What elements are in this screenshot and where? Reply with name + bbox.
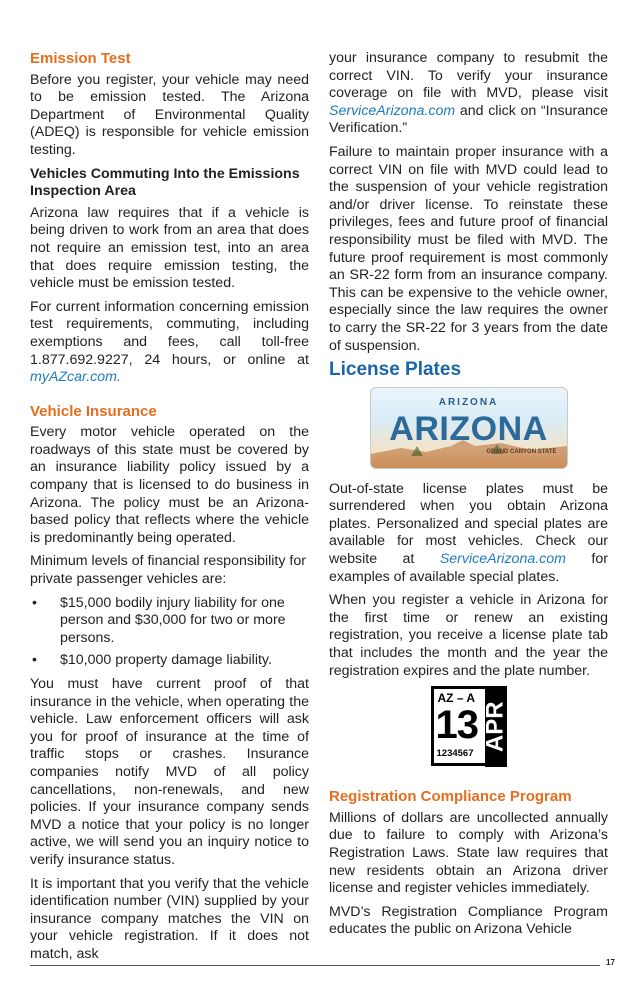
plates-paragraph-1-text-b: for examples of available special plates. (329, 551, 608, 585)
tab-prefix: AZ – A (437, 691, 476, 706)
insurance-continued-text-a: your insurance company to resubmit the correct VIN. To verify your insurance coverage on file with MVD, please visit (329, 50, 608, 102)
insurance-paragraph-1: Every motor vehicle operated on the roadways of this state must be covered by an insurance liability policy issued by a company that is licensed to do business in Arizona. The policy must be an Arizona-based policy that reflects where the vehicle is predominantly being operated. (30, 424, 309, 546)
commuting-heading: Vehicles Commuting Into the Emissions Inspection Area (30, 165, 300, 200)
myazcar-link[interactable]: myAZcar.com. (30, 369, 121, 386)
tab-year: 13 (435, 703, 478, 748)
commuting-paragraph-2 (30, 299, 309, 387)
list-item: • $15,000 bodily injury liability for one person and $30,000 for two or more persons. (30, 595, 309, 648)
insurance-continued-paragraph-2: Failure to maintain proper insurance with a correct VIN on file with MVD could lead to the suspension of your vehicle registration and/or driver license. To reinstate these privileges, fees and future proof of financial responsibility must be filed with MVD. The future proof requirement is most commonly an SR-22 form from an insurance company. This can be expensive to the vehicle owner, especially since the law requires the owner to carry the SR-22 for 3 years from the date of suspension. (329, 143, 608, 354)
insurance-paragraph-3: You must have current proof of that insurance in the vehicle, when operating the vehicle. Law enforcement officers will ask you for proof of insurance at the time of traffic stops or crashes. Insurance companies notify MVD of all policy cancellations, non-renewals, and new policies. If your insurance company sends MVD a notice that your policy is no longer active, we will send you an inquiry notice to verify insurance status. (30, 676, 309, 868)
emission-test-heading: Emission Test (30, 50, 131, 67)
page-number: 17 (606, 958, 615, 967)
vehicle-insurance-heading: Vehicle Insurance (30, 402, 157, 420)
servicearizona-plates-link[interactable]: ServiceArizona.com (439, 551, 566, 568)
commuting-paragraph-1: Arizona law requires that if a vehicle is being driven to work from an area that does not require an emission test, into an area that does require emission testing, the vehicle must be emission tested. (30, 204, 309, 292)
registration-compliance-heading: Registration Compliance Program (329, 788, 572, 806)
right-column (329, 50, 608, 945)
plate-state-top: ARIZONA (438, 396, 499, 408)
plates-paragraph-1 (329, 481, 608, 587)
left-column (30, 50, 309, 970)
insurance-paragraph-4: It is important that you verify that the vehicle identification number (VIN) supplied by your insurance company matches the VIN on your vehicle registration. If it does not match, ask (30, 875, 309, 962)
insurance-bullet-list (30, 595, 309, 670)
arizona-license-plate-image (370, 387, 568, 469)
emission-test-paragraph: Before you register, your vehicle may need to be emission tested. The Arizona Department of Environmental Quality (ADEQ) is responsible for vehicle emission testing. (30, 71, 309, 158)
compliance-paragraph-1: Millions of dollars are uncollected annually due to failure to comply with Arizona’s Registration Laws. State law requires that new residents obtain an Arizona driver license and register vehicles immediately. (329, 809, 608, 897)
footer-divider (30, 965, 600, 966)
insurance-continued-text-b: and click on “Insurance Verification.” (329, 102, 608, 137)
tab-serial: 1234567 (436, 747, 474, 759)
plates-paragraph-1-text-a: Out-of-state license plates must be surrendered when you obtain Arizona plates. Personalized and special plates are available for most vehicles. Check our website at (329, 480, 608, 568)
registration-tab-image (431, 686, 507, 766)
insurance-paragraph-2: Minimum levels of financial responsibility for private passenger vehicles are: (30, 553, 306, 588)
plate-main-text: ARIZONA (389, 409, 548, 448)
plate-slogan: GRAND CANYON STATE (486, 449, 557, 456)
insurance-continued-paragraph-1 (329, 50, 608, 138)
servicearizona-link[interactable]: ServiceArizona.com (329, 102, 456, 119)
tab-month-block (481, 687, 509, 767)
plates-paragraph-2: When you register a vehicle in Arizona for the first time or renew an existing registration, you receive a license plate tab that includes the month and the year the registration expires and the plate number. (329, 592, 608, 679)
commuting-paragraph-2-text: For current information concerning emission test requirements, commuting, including exemptions and fees, call toll-free 1.877.692.9227, 24 hours, or online at (30, 298, 309, 368)
list-item: • $10,000 property damage liability. (30, 652, 309, 670)
tab-month: APR (481, 701, 509, 753)
compliance-paragraph-2: MVD’s Registration Compliance Program educates the public on Arizona Vehicle (329, 903, 608, 938)
license-plates-heading: License Plates (329, 359, 462, 381)
